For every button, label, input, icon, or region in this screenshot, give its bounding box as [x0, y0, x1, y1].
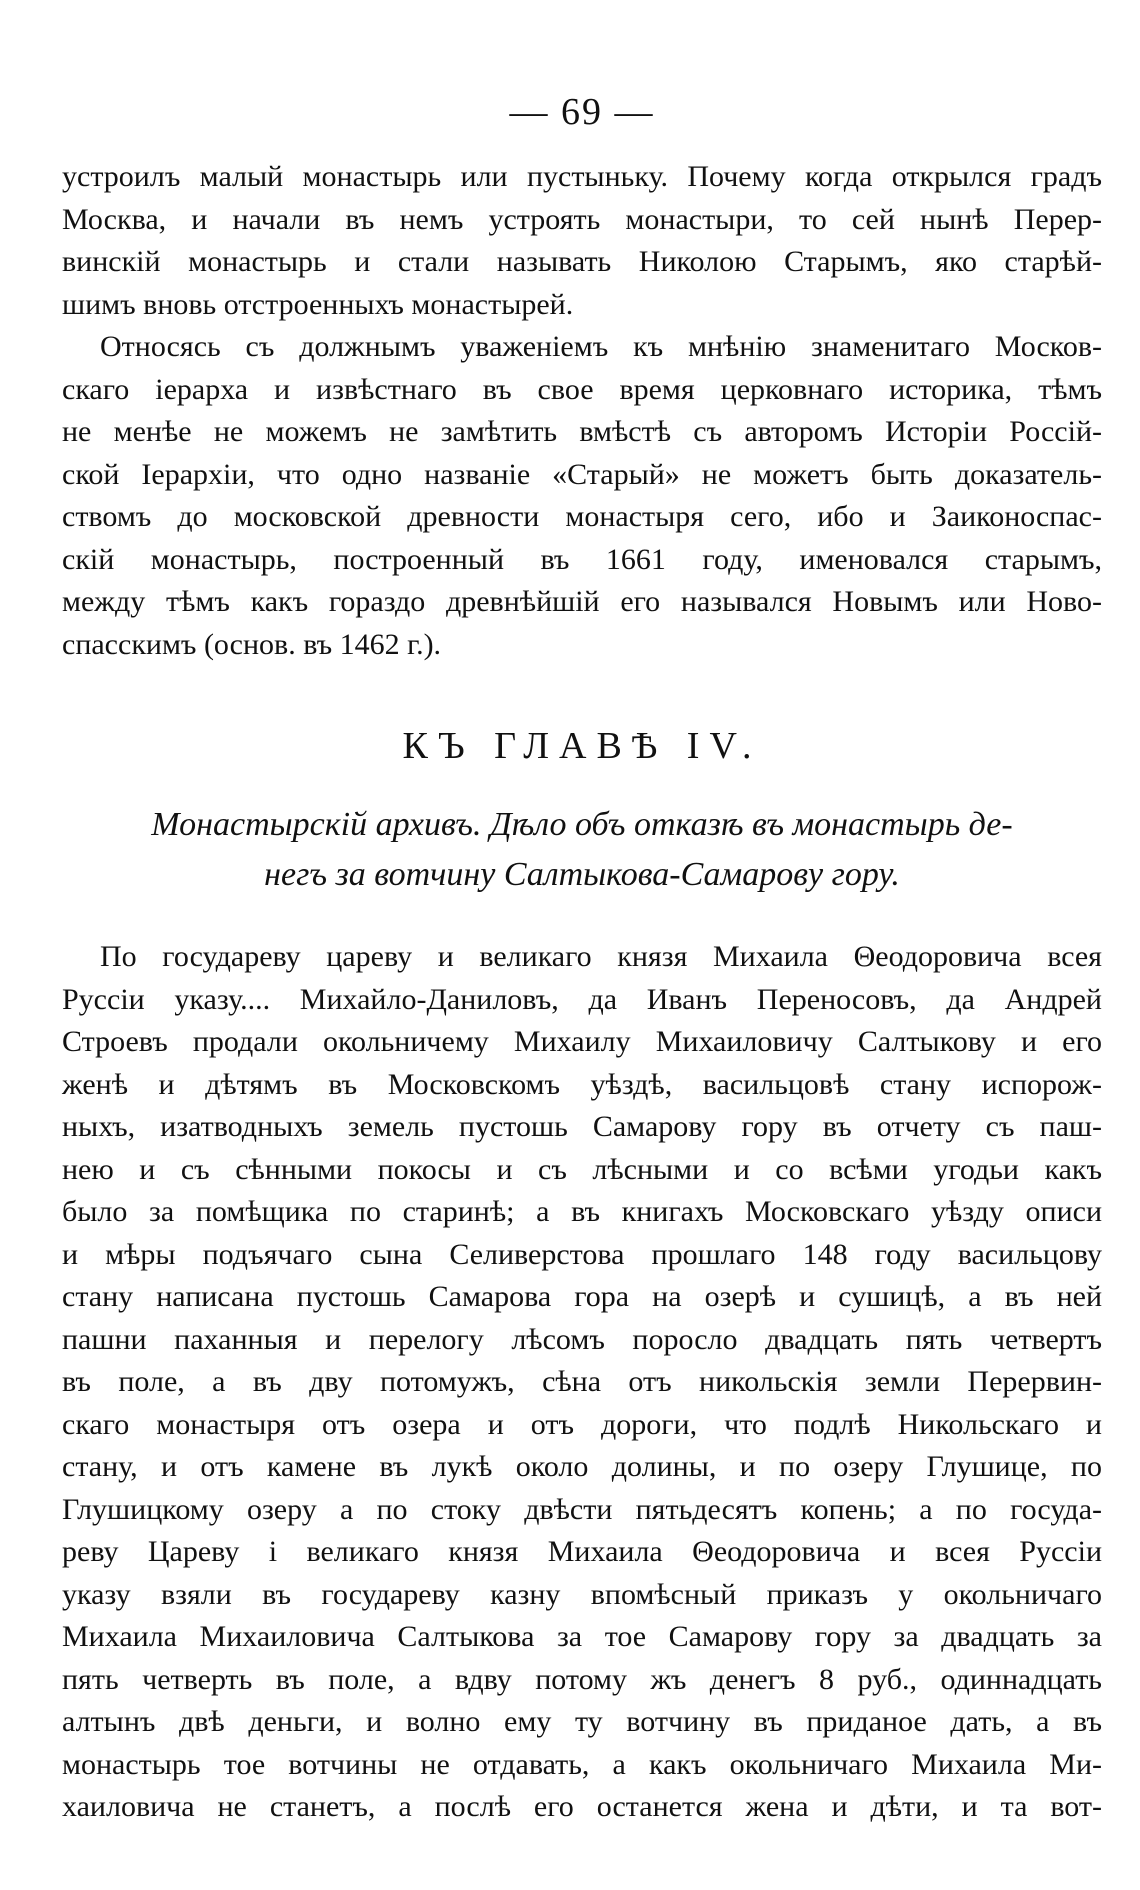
text-line: ныхъ, изатводныхъ земель пустошь Самарову гору въ отчету съ паш-: [62, 1110, 1102, 1143]
page-number: — 69 —: [509, 91, 655, 133]
text-line: не менѣе не можемъ не замѣтить вмѣстѣ съ авторомъ Исторіи Россій-: [62, 415, 1102, 448]
text-line: Относясь съ должнымъ уваженіемъ къ мнѣнію знаменитаго Москов-: [100, 330, 1102, 363]
text-line: Строевъ продали окольничему Михаилу Михаиловичу Салтыкову и его: [62, 1025, 1102, 1058]
text-line: монастырь тое вотчины не отдавать, а какъ окольничаго Михаила Ми-: [62, 1747, 1102, 1781]
text-line: между тѣмъ какъ гораздо древнѣйшій его назывался Новымъ или Ново-: [62, 585, 1102, 618]
text-line: алтынъ двѣ деньги, и волно ему ту вотчину въ приданое дать, а въ: [62, 1705, 1102, 1738]
text-line: скаго монастыря отъ озера и отъ дороги, что подлѣ Никольскаго и: [62, 1407, 1102, 1441]
section-subtitle: [62, 800, 1102, 900]
text-line: По государеву цареву и великаго князя Михаила Θеодоровича всея: [100, 940, 1102, 973]
text-line: ствомъ до московской древности монастыря сего, ибо и Заиконоспас-: [62, 500, 1102, 533]
subtitle-line: Монастырскій архивъ. Дѣло объ отказѣ въ монастырь де-: [151, 806, 1013, 843]
paragraph-archive-record: [62, 936, 1102, 1829]
paragraph-commentary: [62, 326, 1102, 666]
text-line: пять четверть въ поле, а вдву потому жъ денегъ 8 руб., одиннадцать: [62, 1662, 1102, 1696]
text-line: спасскимъ (основ. въ 1462 г.).: [62, 627, 442, 661]
text-line: было за помѣщика по старинѣ; а въ книгахъ Московскаго уѣзду описи: [62, 1195, 1102, 1228]
text-line: скаго іерарха и извѣстнаго въ свое время церковнаго историка, тѣмъ: [62, 372, 1102, 406]
text-line: шимъ вновь отстроенныхъ монастырей.: [62, 287, 574, 321]
text-line: реву Цареву і великаго князя Михаила Θеодоровича и всея Руссіи: [62, 1535, 1102, 1568]
text-line: стану, и отъ камене въ лукѣ около долины, и по озеру Глушице, по: [62, 1450, 1102, 1483]
text-line: Михаила Михаиловича Салтыкова за тое Самарову гору за двадцать за: [62, 1620, 1102, 1653]
text-line: ской Іерархіи, что одно названіе «Старый» не можетъ быть доказатель-: [62, 457, 1102, 491]
text-line: и мѣры подъячаго сына Селиверстова прошлаго 148 году васильцову: [62, 1237, 1102, 1271]
text-line: винскій монастырь и стали называть Николою Старымъ, яко старѣй-: [62, 245, 1102, 278]
document-page: [62, 90, 1102, 1829]
text-line: указу взяли въ государеву казну впомѣсный приказъ у окольничаго: [62, 1577, 1102, 1611]
text-line: устроилъ малый монастырь или пустыньку. Почему когда открылся градъ: [62, 160, 1102, 193]
subtitle-line: негъ за вотчину Салтыкова-Самарову гору.: [264, 856, 900, 893]
text-line: стану написана пустошь Самарова гора на озерѣ и сушицѣ, а въ ней: [62, 1280, 1102, 1313]
text-line: хаиловича не станетъ, а послѣ его останется жена и дѣти, и та вот-: [62, 1790, 1102, 1823]
text-line: Глушицкому озеру а по стоку двѣсти пятьдесятъ копень; а по госуда-: [62, 1492, 1102, 1526]
chapter-heading: КЪ ГЛАВѢ IV.: [402, 725, 762, 767]
text-line: скій монастырь, построенный въ 1661 году, именовался старымъ,: [62, 542, 1102, 576]
text-line: Руссіи указу.... Михайло-Даниловъ, да Иванъ Переносовъ, да Андрей: [62, 982, 1102, 1016]
text-line: нею и съ сѣнными покосы и съ лѣсными и со всѣми угодьи какъ: [62, 1152, 1102, 1186]
paragraph-continuation: [62, 156, 1102, 326]
text-line: Москва, и начали въ немъ устроять монастыри, то сей нынѣ Перер-: [62, 202, 1102, 236]
text-line: женѣ и дѣтямъ въ Московскомъ уѣздѣ, васильцовѣ стану испорож-: [62, 1067, 1102, 1101]
text-line: въ поле, а въ дву потомужъ, сѣна отъ никольскія земли Перервин-: [62, 1365, 1102, 1398]
text-line: пашни паханныя и перелогу лѣсомъ поросло двадцать пять четвертъ: [62, 1322, 1102, 1356]
